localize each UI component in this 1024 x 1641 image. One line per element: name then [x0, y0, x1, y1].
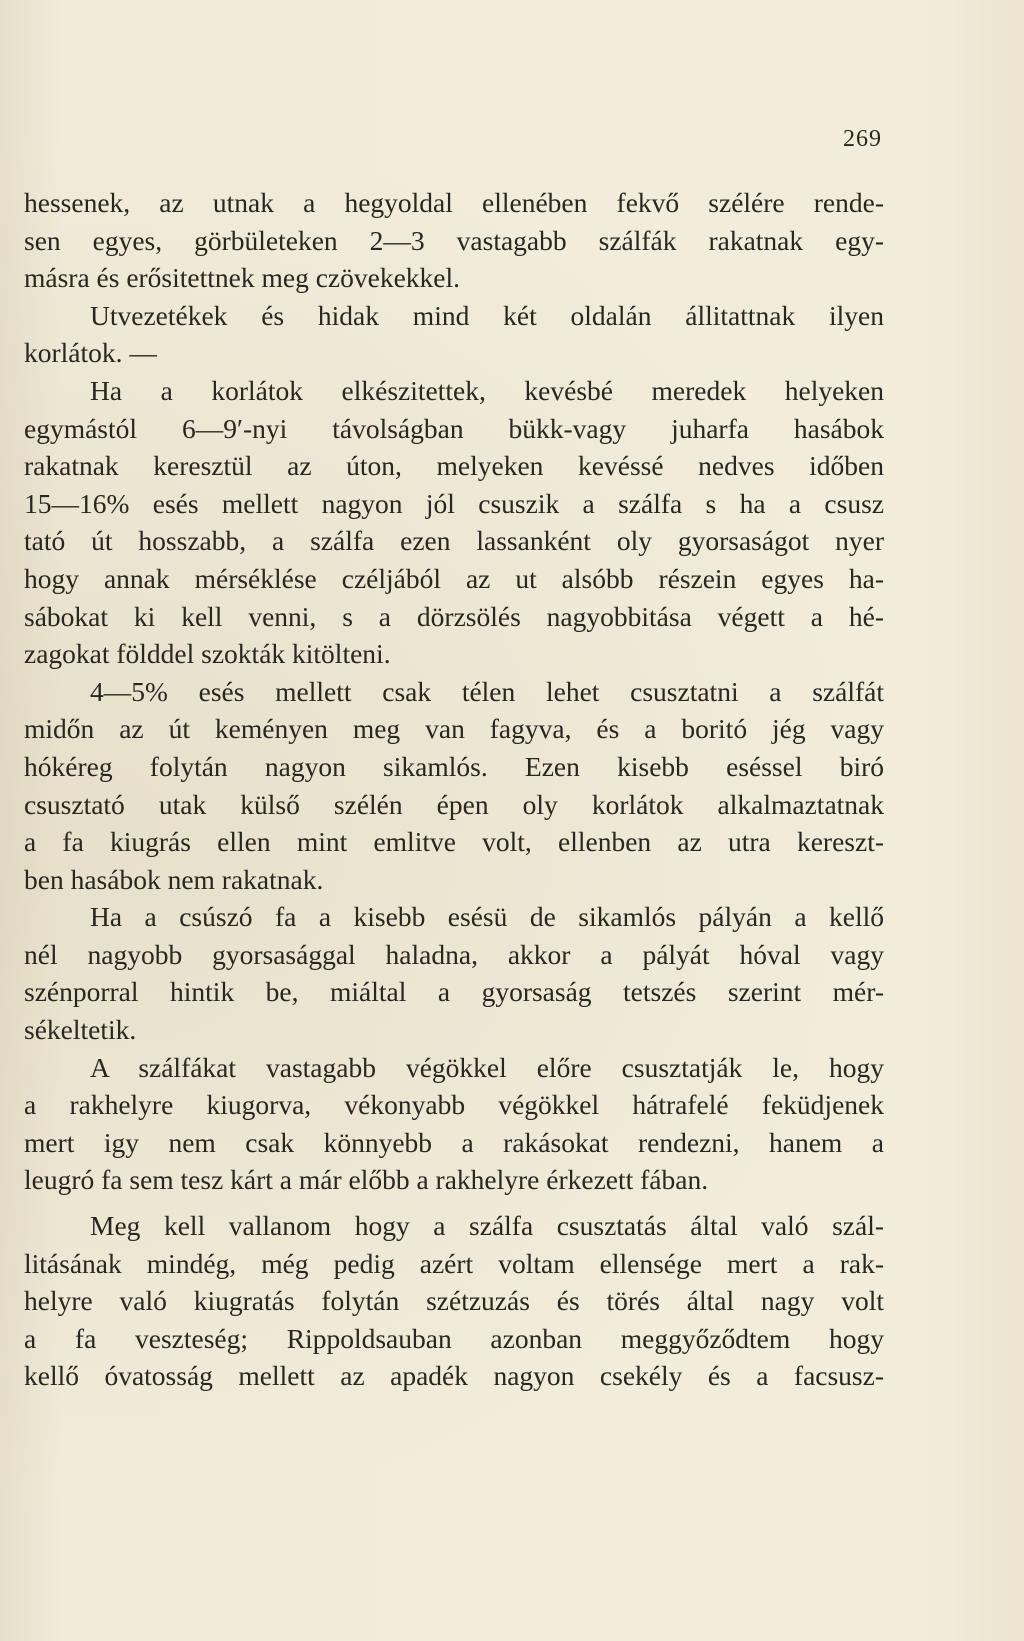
- text-line: ben hasábok nem rakatnak.: [24, 863, 324, 895]
- text-line: a rakhelyre kiugorva, vékonyabb végökkel hátrafelé feküdjenek: [24, 1089, 884, 1121]
- text-line: 4—5% esés mellett csak télen lehet csusztatni a szálfát: [90, 675, 884, 707]
- page-number: 269: [843, 126, 882, 152]
- text-line: zagokat földdel szokták kitölteni.: [24, 638, 391, 670]
- text-line: a fa kiugrás ellen mint emlitve volt, ellenben az utra kereszt-: [24, 826, 884, 858]
- paragraph-gap: [24, 1199, 884, 1207]
- text-line: Meg kell vallanom hogy a szálfa csusztatás által való szál-: [90, 1210, 884, 1242]
- text-line: sen egyes, görbületeken 2—3 vastagabb szálfák rakatnak egy-: [24, 224, 884, 256]
- text-line: nél nagyobb gyorsasággal haladna, akkor a pályát hóval vagy: [24, 938, 884, 970]
- text-line: hessenek, az utnak a hegyoldal ellenében fekvő szélére rende-: [24, 187, 884, 218]
- text-line: 15—16% esés mellett nagyon jól csuszik a szálfa s ha a csusz: [24, 487, 884, 519]
- text-line: korlátok. —: [24, 337, 157, 369]
- text-line: csusztató utak külső szélén épen oly korlátok alkalmaztatnak: [24, 788, 884, 820]
- text-line: egymástól 6—9′-nyi távolságban bükk-vagy juharfa hasábok: [24, 412, 884, 444]
- text-line: litásának mindég, még pedig azért voltam ellensége mert a rak-: [24, 1247, 884, 1279]
- text-line: szénporral hintik be, miáltal a gyorsaság tetszés szerint mér-: [24, 976, 884, 1008]
- text-line: Ha a korlátok elkészitettek, kevésbé meredek helyeken: [90, 374, 884, 406]
- text-line: A szálfákat vastagabb végökkel előre csusztatják le, hogy: [90, 1051, 884, 1083]
- text-line: Ha a csúszó fa a kisebb esésü de sikamlós pályán a kellő: [90, 901, 884, 933]
- text-line: sábokat ki kell venni, s a dörzsölés nagyobbitása végett a hé-: [24, 600, 884, 632]
- text-line: Utvezetékek és hidak mind két oldalán állitattnak ilyen: [90, 299, 884, 331]
- text-line: leugró fa sem tesz kárt a már előbb a rakhelyre érkezett fában.: [24, 1164, 709, 1196]
- text-line: a fa veszteség; Rippoldsauban azonban meggyőződtem hogy: [24, 1322, 884, 1354]
- text-line: hogy annak mérséklése czéljából az ut alsóbb részein egyes ha-: [24, 562, 884, 594]
- text-line: midőn az út keményen meg van fagyva, és a boritó jég vagy: [24, 713, 884, 745]
- text-line: sékeltetik.: [24, 1014, 137, 1046]
- text-line: tató út hosszabb, a szálfa ezen lassanként oly gyorsaságot nyer: [24, 525, 884, 557]
- text-line: rakatnak keresztül az úton, melyeken kevéssé nedves időben: [24, 450, 884, 482]
- text-line: kellő óvatosság mellett az apadék nagyon csekély és a facsusz-: [24, 1360, 884, 1392]
- text-line: hókéreg folytán nagyon sikamlós. Ezen kisebb eséssel biró: [24, 750, 884, 782]
- body-text: [24, 184, 884, 1395]
- text-line: másra és erősitettnek meg czövekekkel.: [24, 262, 460, 294]
- text-line: helyre való kiugratás folytán szétzuzás és törés által nagy volt: [24, 1285, 884, 1317]
- text-line: mert igy nem csak könnyebb a rakásokat rendezni, hanem a: [24, 1126, 884, 1158]
